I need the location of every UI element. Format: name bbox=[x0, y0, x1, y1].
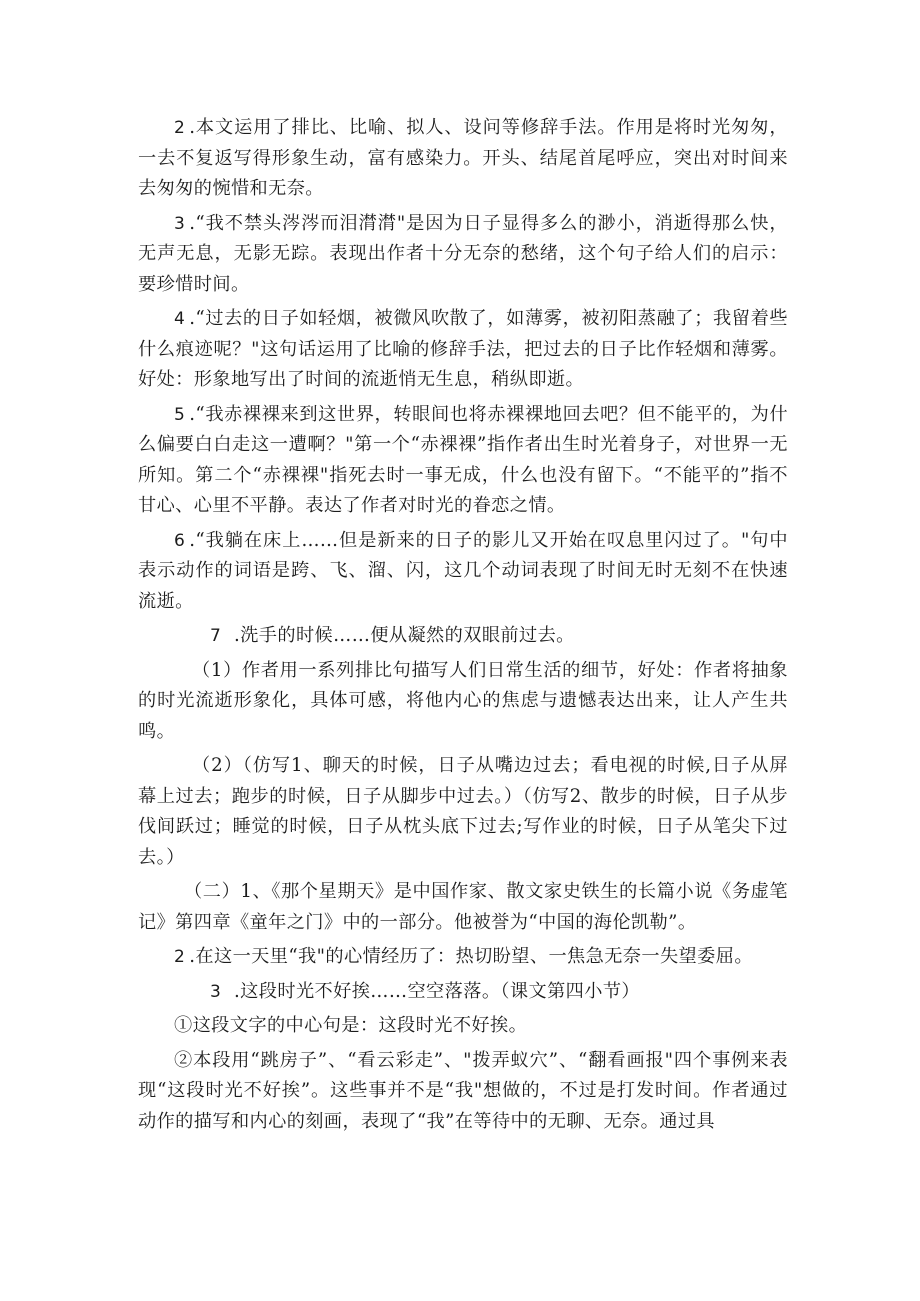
section-two-paragraph-2 bbox=[138, 942, 788, 973]
answer-paragraph-4 bbox=[138, 304, 788, 396]
paragraph-text: ②本段用“跳房子”、“看云彩走”、"拨弄蚁穴”、“翻看画报"四个事例来表现“这段时光不好挨”。这些事并不是“我"想做的，不过是打发时间。作者通过动作的描写和内心的刻画，表现了“我”在等待中的无聊、无奈。通过具 bbox=[138, 1049, 788, 1132]
item-number: 3 bbox=[174, 213, 186, 234]
paragraph-text: .这段时光不好挨……空空落落。（课文第四小节） bbox=[234, 980, 641, 1002]
section-two-paragraph-3-b bbox=[138, 1046, 788, 1138]
item-number: 2 bbox=[174, 947, 186, 967]
paragraph-text: （2）（仿写1、聊天的时候，日子从嘴边过去；看电视的时候,日子从屏幕上过去；跑步的时候，日子从脚步中过去。）（仿写2、散步的时候，日子从步伐间跃过；睡觉的时候，日子从枕头底下过去;写作业的时候，日子从笔尖下过去。） bbox=[138, 755, 788, 868]
paragraph-text: .洗手的时候……便从凝然的双眼前过去。 bbox=[234, 625, 575, 646]
paragraph-text: ①这段文字的中心句是：这段时光不好挨。 bbox=[174, 1015, 528, 1036]
answer-paragraph-2 bbox=[138, 113, 788, 205]
section-two-paragraph-3 bbox=[138, 977, 788, 1008]
answer-paragraph-3 bbox=[138, 209, 788, 301]
paragraph-text: （1）作者用一系列排比句描写人们日常生活的细节，好处：作者将抽象的时光流逝形象化，具体可感，将他内心的焦虑与遗憾表达出来，让人产生共鸣。 bbox=[138, 659, 788, 742]
paragraph-text: .本文运用了排比、比喻、拟人、设问等修辞手法。作用是将时光匆匆，一去不复返写得形象生动，富有感染力。开头、结尾首尾呼应，突出对时间来去匆匆的惋惜和无奈。 bbox=[138, 117, 788, 199]
item-number: 3 bbox=[210, 981, 222, 1002]
answer-paragraph-7 bbox=[138, 621, 788, 652]
paragraph-text: .在这一天里“我"的心情经历了：热切盼望、一焦急无奈一失望委屈。 bbox=[189, 946, 753, 967]
item-number: 2 bbox=[174, 118, 186, 138]
item-number: 6 bbox=[174, 530, 186, 551]
item-number: 4 bbox=[174, 309, 186, 329]
section-two-paragraph-3-a bbox=[138, 1011, 788, 1042]
section-two-paragraph-1 bbox=[138, 877, 788, 938]
document-body bbox=[138, 113, 788, 1141]
answer-paragraph-6 bbox=[138, 526, 788, 618]
paragraph-text: （二）1、《那个星期天》是中国作家、散文家史铁生的长篇小说《务虚笔记》第四章《童年之门》中的一部分。他被誉为“中国的海伦凯勒”。 bbox=[138, 881, 788, 933]
answer-paragraph-7-1 bbox=[138, 656, 788, 748]
paragraph-text: .“我躺在床上……但是新来的日子的影儿又开始在叹息里闪过了。"句中表示动作的词语是跨、飞、溜、闪，这几个动词表现了时间无时无刻不在快速流逝。 bbox=[138, 529, 788, 612]
item-number: 5 bbox=[174, 404, 186, 425]
answer-paragraph-5 bbox=[138, 400, 788, 522]
paragraph-text: .“我不禁头涔涔而泪潸潸"是因为日子显得多么的渺小，消逝得那么快，无声无息，无影无踪。表现出作者十分无奈的愁绪，这个句子给人们的启示：要珍惜时间。 bbox=[138, 212, 788, 295]
paragraph-text: .“我赤裸裸来到这世界，转眼间也将赤裸裸地回去吧？但不能平的，为什么偏要白白走这一遭啊？"第一个“赤裸裸”指作者出生时光着身子，对世界一无所知。第二个“赤裸裸"指死去时一事无成，什么也没有留下。“不能平的”指不甘心、心里不平静。表达了作者对时光的眷恋之情。 bbox=[138, 403, 788, 516]
paragraph-text: .“过去的日子如轻烟，被微风吹散了，如薄雾，被初阳蒸融了；我留着些什么痕迹呢？"这句话运用了比喻的修辞手法，把过去的日子比作轻烟和薄雾。好处：形象地写出了时间的流逝悄无生息，稍纵即逝。 bbox=[138, 308, 788, 390]
item-number: 7 bbox=[210, 626, 222, 646]
answer-paragraph-7-2 bbox=[138, 751, 788, 873]
